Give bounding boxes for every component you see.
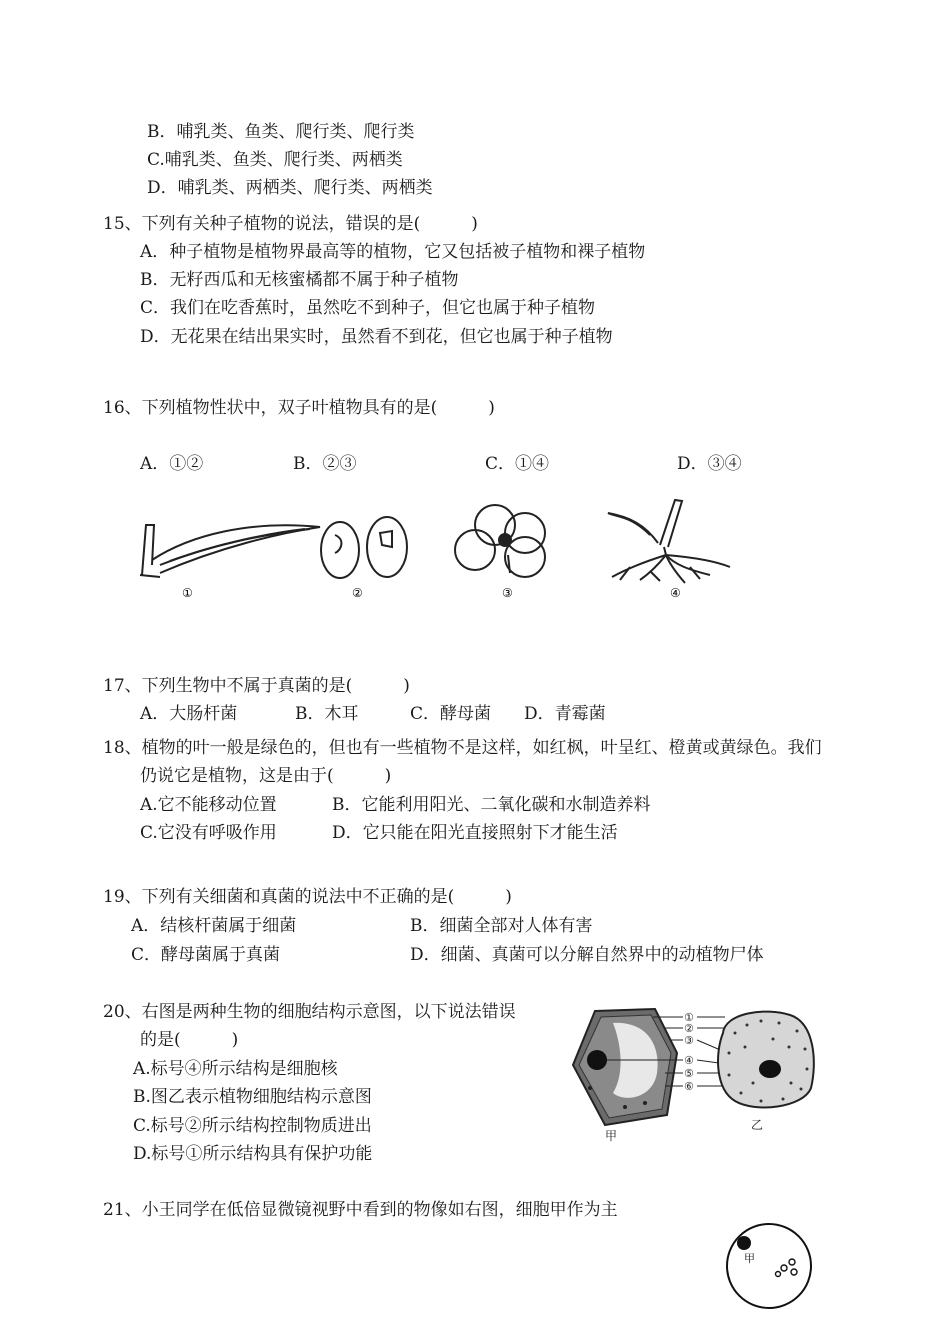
- q18-option-b: B．它能利用阳光、二氧化碳和水制造养料: [332, 795, 651, 815]
- q20-fig-number-3: ③: [684, 1034, 694, 1047]
- q20-fig-number-6: ⑥: [684, 1080, 694, 1093]
- parallel-vein-leaf-sketch: [140, 525, 320, 577]
- q16-stem: 16、下列植物性状中，双子叶植物具有的是( ): [103, 398, 495, 418]
- q16-fig-label-4: ④: [670, 586, 681, 600]
- q16-fig-label-1: ①: [182, 586, 193, 600]
- fibrous-root-sketch: [608, 500, 730, 583]
- q17-option-b: B．木耳: [295, 704, 359, 724]
- animal-cell-sketch: [718, 1012, 814, 1108]
- q15-stem: 15、下列有关种子植物的说法，错误的是( ): [103, 214, 478, 234]
- q18-stem-continued: 仍说它是植物，这是由于( ): [140, 766, 392, 786]
- q21-microscope-field: [722, 1220, 817, 1310]
- q14-option-d: D．哺乳类、两栖类、爬行类、两栖类: [147, 178, 433, 198]
- q17-option-a: A．大肠杆菌: [140, 704, 238, 724]
- q20-option-c: C.标号②所示结构控制物质进出: [133, 1116, 372, 1136]
- q16-option-b: B．②③: [293, 454, 357, 474]
- q19-option-d: D．细菌、真菌可以分解自然界中的动植物尸体: [410, 945, 764, 965]
- q18-option-d: D．它只能在阳光直接照射下才能生活: [332, 823, 618, 843]
- q20-cell-figure: [565, 1003, 825, 1148]
- q19-stem: 19、下列有关细菌和真菌的说法中不正确的是( ): [103, 887, 512, 907]
- q21-stem: 21、小王同学在低倍显微镜视野中看到的物像如右图，细胞甲作为主: [103, 1200, 618, 1220]
- q20-fig-number-1: ①: [684, 1011, 694, 1024]
- dicot-seed-sketch: [321, 517, 407, 578]
- q20-fig-number-5: ⑤: [684, 1067, 694, 1080]
- q20-option-d: D.标号①所示结构具有保护功能: [133, 1144, 373, 1164]
- q17-stem: 17、下列生物中不属于真菌的是( ): [103, 676, 410, 696]
- q15-option-d: D．无花果在结出果实时，虽然看不到花，但它也属于种子植物: [140, 327, 613, 347]
- q16-fig-label-2: ②: [352, 586, 363, 600]
- q19-option-c: C．酵母菌属于真菌: [131, 945, 281, 965]
- q20-stem: 20、右图是两种生物的细胞结构示意图，以下说法错误: [103, 1002, 516, 1022]
- q17-option-d: D．青霉菌: [524, 704, 606, 724]
- q16-figure: [130, 495, 750, 610]
- q15-option-a: A．种子植物是植物界最高等的植物，它又包括被子植物和裸子植物: [140, 242, 646, 262]
- q14-option-c: C.哺乳类、鱼类、爬行类、两栖类: [147, 150, 403, 170]
- four-petal-flower-sketch: [455, 505, 545, 577]
- q18-option-c: C.它没有呼吸作用: [140, 823, 277, 843]
- q20-option-b: B.图乙表示植物细胞结构示意图: [133, 1087, 372, 1107]
- q19-option-a: A．结核杆菌属于细菌: [131, 916, 297, 936]
- q14-option-b: B．哺乳类、鱼类、爬行类、爬行类: [147, 122, 415, 142]
- q15-option-c: C．我们在吃香蕉时，虽然吃不到种子，但它也属于种子植物: [140, 298, 596, 318]
- q20-option-a: A.标号④所示结构是细胞核: [133, 1059, 338, 1079]
- q16-option-a: A．①②: [140, 454, 204, 474]
- q18-option-a: A.它不能移动位置: [140, 795, 277, 815]
- q20-fig-label-jia: 甲: [605, 1129, 618, 1143]
- q20-fig-label-yi: 乙: [751, 1118, 764, 1132]
- q20-fig-number-4: ④: [684, 1054, 694, 1067]
- q17-option-c: C．酵母菌: [410, 704, 492, 724]
- plant-cell-sketch: [573, 1009, 677, 1125]
- q21-fig-label-jia: 甲: [744, 1252, 755, 1265]
- q15-option-b: B．无籽西瓜和无核蜜橘都不属于种子植物: [140, 270, 459, 290]
- q16-option-c: C．①④: [485, 454, 550, 474]
- q18-stem: 18、植物的叶一般是绿色的，但也有一些植物不是这样，如红枫，叶呈红、橙黄或黄绿色。我们: [103, 738, 822, 758]
- q16-fig-label-3: ③: [502, 586, 513, 600]
- q20-fig-number-2: ②: [684, 1022, 694, 1035]
- q20-stem-continued: 的是( ): [140, 1030, 239, 1050]
- q19-option-b: B．细菌全部对人体有害: [410, 916, 593, 936]
- q16-option-d: D．③④: [677, 454, 742, 474]
